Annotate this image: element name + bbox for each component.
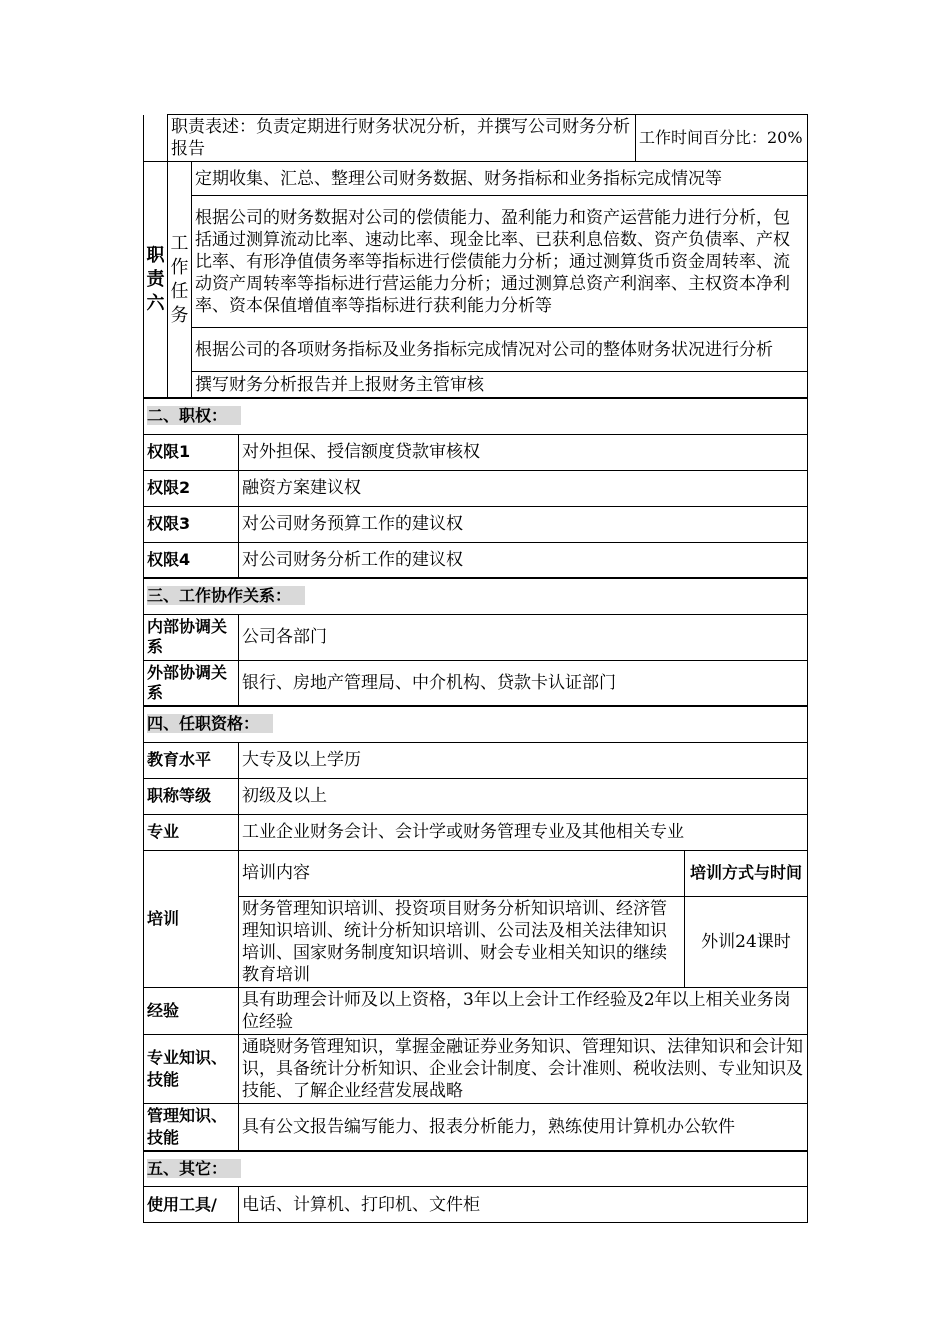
task-label: 工作任务: [168, 162, 192, 398]
professional-skills-value: 通晓财务管理知识，掌握金融证券业务知识、管理知识、法律知识和会计知识，具备统计分析知识、企业会计制度、会计准则、税收法则、专业知识及技能、了解企业经营发展战略: [239, 1034, 808, 1103]
training-method: 外训24课时: [685, 896, 808, 987]
relation-value: 公司各部门: [239, 614, 808, 660]
section-heading-relations: 三、工作协作关系：: [147, 586, 305, 605]
authority-value: 融资方案建议权: [239, 470, 808, 506]
task-item: 根据公司的财务数据对公司的偿债能力、盈利能力和资产运营能力进行分析，包括通过测算流动比率、速动比率、现金比率、已获利息倍数、资产负债率、产权比率、有形净值债务率等指标进行偿债能力分析；通过测算货币资金周转率、流动资产周转率等指标进行营运能力分析；通过测算总资产利润率、主权资本净利率、资本保值增值率等指标进行获利能力分析等: [192, 196, 808, 328]
duty-label: 职责六: [144, 162, 168, 398]
education-label: 教育水平: [144, 742, 239, 778]
training-method-header: 培训方式与时间: [685, 850, 808, 896]
section-heading-other: 五、其它：: [147, 1159, 241, 1178]
duty-statement: 职责表述：负责定期进行财务状况分析，并撰写公司财务分析报告: [168, 115, 636, 162]
professional-skills-label: 专业知识、技能: [144, 1034, 239, 1103]
authority-label: 权限3: [144, 506, 239, 542]
major-value: 工业企业财务会计、会计学或财务管理专业及其他相关专业: [239, 814, 808, 850]
management-skills-label: 管理知识、技能: [144, 1103, 239, 1151]
education-value: 大专及以上学历: [239, 742, 808, 778]
authority-value: 对公司财务预算工作的建议权: [239, 506, 808, 542]
task-item: 根据公司的各项财务指标及业务指标完成情况对公司的整体财务状况进行分析: [192, 328, 808, 372]
relation-label: 外部协调关系: [144, 660, 239, 706]
task-item: 定期收集、汇总、整理公司财务数据、财务指标和业务指标完成情况等: [192, 162, 808, 196]
training-label: 培训: [144, 850, 239, 987]
section-heading-authority: 二、职权：: [147, 406, 241, 425]
experience-value: 具有助理会计师及以上资格，3年以上会计工作经验及2年以上相关业务岗位经验: [239, 987, 808, 1034]
tools-label: 使用工具/: [144, 1187, 239, 1223]
authority-label: 权限4: [144, 542, 239, 578]
major-label: 专业: [144, 814, 239, 850]
authority-value: 对公司财务分析工作的建议权: [239, 542, 808, 578]
relation-value: 银行、房地产管理局、中介机构、贷款卡认证部门: [239, 660, 808, 706]
management-skills-value: 具有公文报告编写能力、报表分析能力，熟练使用计算机办公软件: [239, 1103, 808, 1151]
duty-table: [143, 114, 808, 398]
tools-value: 电话、计算机、打印机、文件柜: [239, 1187, 808, 1223]
section-heading-qualifications: 四、任职资格：: [147, 714, 273, 733]
authority-value: 对外担保、授信额度贷款审核权: [239, 434, 808, 470]
authority-label: 权限1: [144, 434, 239, 470]
details-table: [143, 397, 808, 1223]
title-level-label: 职称等级: [144, 778, 239, 814]
training-content: 财务管理知识培训、投资项目财务分析知识培训、经济管理知识培训、统计分析知识培训、公司法及相关法律知识培训、国家财务制度知识培训、财会专业相关知识的继续教育培训: [239, 896, 685, 987]
work-time-percentage: 工作时间百分比：20%: [636, 115, 808, 162]
job-description-document: [143, 114, 807, 1223]
relation-label: 内部协调关系: [144, 614, 239, 660]
training-content-header: 培训内容: [239, 850, 685, 896]
title-level-value: 初级及以上: [239, 778, 808, 814]
task-item: 撰写财务分析报告并上报财务主管审核: [192, 372, 808, 398]
experience-label: 经验: [144, 987, 239, 1034]
authority-label: 权限2: [144, 470, 239, 506]
